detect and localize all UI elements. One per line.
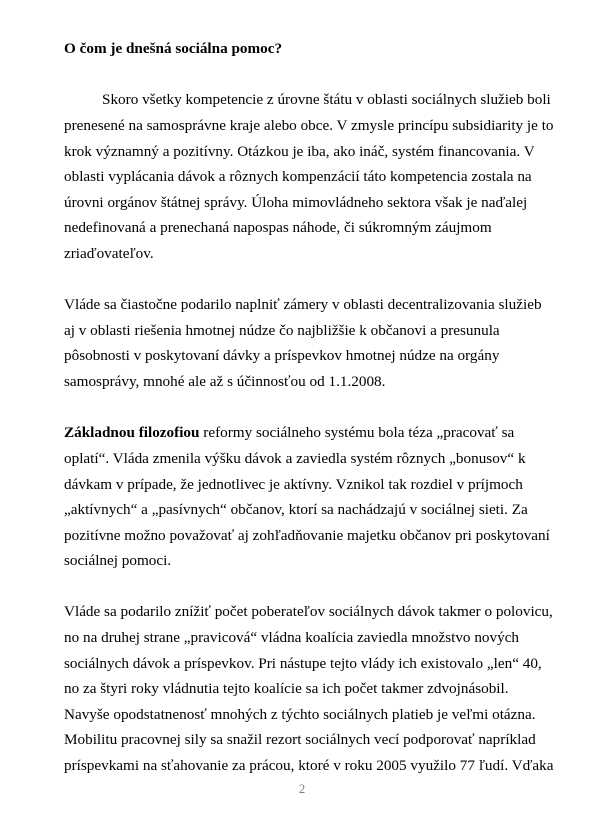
paragraph-3-line-3: dávkam v prípade, že jednotlivec je aktívny. Vznikol tak rozdiel v príjmoch [64, 476, 523, 493]
paragraph-3-line-4: „aktívnych“ a „pasívnych“ občanov, ktorí sa nachádzajú v sociálnej sieti. Za [64, 501, 528, 518]
section-heading: O čom je dnešná sociálna pomoc? [64, 40, 283, 57]
paragraph-1-line-4: oblasti vyplácania dávok a rôznych kompenzácií táto kompetencia zostala na [64, 168, 532, 185]
paragraph-3-line-6: sociálnej pomoci. [64, 552, 172, 569]
paragraph-4-line-1: Vláde sa podarilo znížiť počet poberateľov sociálnych dávok takmer o polovicu, [64, 603, 553, 620]
paragraph-1-line-6: nedefinovaná a prenechaná napospas náhode, či súkromným záujmom [64, 219, 492, 236]
paragraph-3-bold-phrase: Základnou filozofiou [64, 424, 200, 441]
paragraph-3-line-1-rest: reformy sociálneho systému bola téza „pracovať sa [199, 424, 515, 441]
paragraph-4-line-2: no na druhej strane „pravicová“ vládna koalícia zaviedla množstvo nových [64, 629, 520, 646]
paragraph-2-line-4: samosprávy, mnohé ale až s účinnosťou od 1.1.2008. [64, 373, 386, 390]
paragraph-4-line-4: no za štyri roky vládnutia tejto koalície sa ich počet takmer zdvojnásobil. [64, 680, 509, 697]
paragraph-3-line-1 [64, 424, 514, 442]
paragraph-1-line-1: Skoro všetky kompetencie z úrovne štátu v oblasti sociálnych služieb boli [102, 91, 551, 108]
paragraph-2-line-1: Vláde sa čiastočne podarilo naplniť zámery v oblasti decentralizovania služieb [64, 296, 542, 313]
paragraph-1-line-3: krok významný a pozitívny. Otázkou je iba, ako ináč, systém financovania. V [64, 143, 535, 160]
paragraph-4-line-6: Mobilitu pracovnej sily sa snažil rezort sociálnych vecí podporovať napríklad [64, 731, 536, 748]
paragraph-4-line-3: sociálnych dávok a príspevkov. Pri nástupe tejto vlády ich existovalo „len“ 40, [64, 655, 542, 672]
paragraph-4-line-5: Navyše opodstatnenosť mnohých z týchto sociálnych platieb je veľmi otázna. [64, 706, 536, 723]
paragraph-1-line-2: prenesené na samosprávne kraje alebo obce. V zmysle princípu subsidiarity je to [64, 117, 554, 134]
paragraph-1-line-7: zriaďovateľov. [64, 245, 154, 262]
paragraph-3-line-5: pozitívne možno považovať aj zohľadňovanie majetku občanov pri poskytovaní [64, 527, 550, 544]
paragraph-1-line-5: úrovni orgánov štátnej správy. Úloha mimovládneho sektora však je naďalej [64, 194, 528, 211]
page-number: 2 [298, 781, 306, 796]
paragraph-2-line-2: aj v oblasti riešenia hmotnej núdze čo najbližšie k občanovi a presunula [64, 322, 500, 339]
paragraph-4-line-7: príspevkami na sťahovanie za prácou, ktoré v roku 2005 využilo 77 ľudí. Vďaka [64, 757, 554, 774]
paragraph-2-line-3: pôsobnosti v poskytovaní dávky a príspevkov hmotnej núdze na orgány [64, 347, 500, 364]
paragraph-3-line-2: oplatí“. Vláda zmenila výšku dávok a zaviedla systém rôznych „bonusov“ k [64, 450, 526, 467]
